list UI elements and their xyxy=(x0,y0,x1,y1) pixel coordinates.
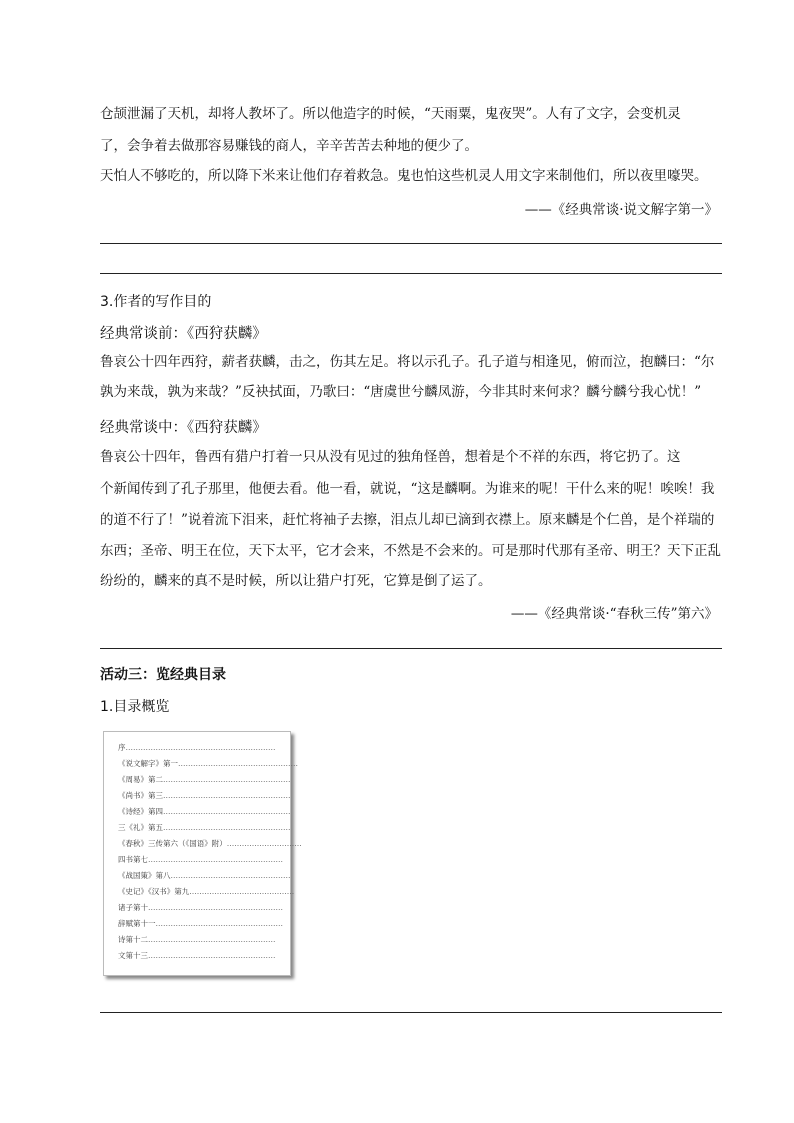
passage1-line1: 仓颉泄漏了天机，却将人教坏了。所以他造字的时候，“天雨粟，鬼夜哭”。人有了文字，会变机灵 xyxy=(100,106,681,122)
toc-item: 诸子第十……………………………………………… xyxy=(118,903,283,912)
answer-line xyxy=(100,648,722,649)
during-line: 的道不行了！”说着流下泪来，赶忙将袖子去擦，泪点儿却已滴到衣襟上。原来麟是个仁兽，是个祥瑞的 xyxy=(100,512,715,528)
toc-item: 《史记》《汉书》第九…………………………………… xyxy=(118,887,295,896)
activity3-heading: 活动三：览经典目录 xyxy=(100,667,226,683)
section3-heading: 3.作者的写作目的 xyxy=(100,294,212,310)
before-label: 经典常谈前：《西狩获麟》 xyxy=(100,326,267,342)
table-of-contents-image xyxy=(103,731,302,976)
toc-item: 《战国策》第八………………………………………… xyxy=(118,871,291,880)
before-line2: 孰为来哉，孰为来哉？”反袂拭面，乃歌曰：“唐虞世兮麟凤游，今非其时来何求？麟兮麟兮我心忧！” xyxy=(100,384,702,400)
passage1-source: ——《经典常谈·说文解字第一》 xyxy=(524,202,718,218)
toc-item: 《诗经》第四…………………………………………… xyxy=(118,807,291,816)
answer-line xyxy=(100,1012,722,1013)
toc-item: 四书第七……………………………………………… xyxy=(118,855,283,864)
during-line: 个新闻传到了孔子那里，他便去看。他一看，就说，“这是麟啊。为谁来的呢！干什么来的呢！唉唉！我 xyxy=(100,481,715,497)
passage1-line3: 天怕人不够吃的，所以降下米来让他们存着救急。鬼也怕这些机灵人用文字来制他们，所以夜里嚎哭。 xyxy=(100,168,708,184)
during-label: 经典常谈中：《西狩获麟》 xyxy=(100,420,267,436)
toc-item: 文第十三…………………………………………… xyxy=(118,951,276,960)
toc-item: 《尚书》第三…………………………………………… xyxy=(118,791,291,800)
activity3-sub: 1.目录概览 xyxy=(100,699,170,715)
toc-item: 《周易》第二…………………………………………… xyxy=(118,775,291,784)
passage1-line2: 了，会争着去做那容易赚钱的商人，辛辛苦苦去种地的便少了。 xyxy=(100,138,478,154)
answer-line xyxy=(100,243,722,244)
toc-item: 《春秋》三传第六（《国语》附）………………………… xyxy=(118,839,302,848)
during-line: 东西；圣帝、明王在位，天下太平，它才会来，不然是不会来的。可是那时代那有圣帝、明王？天下正乱 xyxy=(100,543,721,559)
toc-item: 诗第十二…………………………………………… xyxy=(118,935,276,944)
before-line1: 鲁哀公十四年西狩，薪者获麟，击之，伤其左足。将以示孔子。孔子道与相逢见，俯而泣，抱麟曰：“尔 xyxy=(100,354,715,370)
section3-source: ——《经典常谈·“春秋三传”第六》 xyxy=(510,606,718,622)
toc-item: 序…………………………………………………… xyxy=(118,743,276,752)
toc-item: 《说文解字》第一………………………………………… xyxy=(118,759,298,768)
toc-item: 辞赋第十一…………………………………………… xyxy=(118,919,283,928)
answer-line xyxy=(100,273,722,274)
toc-item: 三《礼》第五…………………………………………… xyxy=(118,823,291,832)
during-line: 纷纷的，麟来的真不是时候，所以让猎户打死，它算是倒了运了。 xyxy=(100,573,492,589)
during-line: 鲁哀公十四年，鲁西有猎户打着一只从没有见过的独角怪兽，想着是个不祥的东西，将它扔了。这 xyxy=(100,449,681,465)
